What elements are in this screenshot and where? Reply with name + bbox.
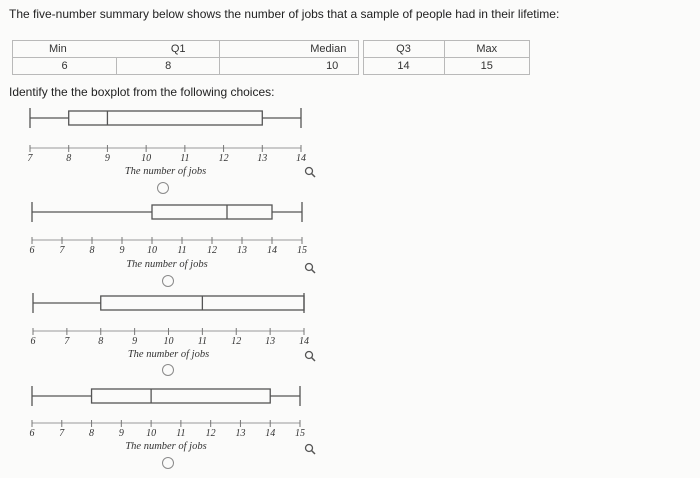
x-tick-label: 12: [205, 428, 216, 439]
boxplot-choice-3: [31, 293, 310, 360]
x-tick-label: 12: [218, 153, 229, 164]
x-tick-label: 9: [119, 245, 125, 256]
x-tick-label: 10: [146, 428, 157, 439]
boxplot-choice-2: [30, 202, 308, 270]
x-tick-label: 10: [141, 153, 152, 164]
x-tick-label: 13: [265, 336, 276, 347]
value-max: 15: [444, 58, 529, 75]
x-tick-label: 14: [299, 336, 309, 347]
zoom-icon[interactable]: [304, 262, 316, 274]
x-tick-label: 13: [237, 245, 247, 256]
x-tick-label: 13: [235, 428, 246, 439]
value-median: 10: [220, 58, 359, 75]
choice-2-radio[interactable]: [162, 275, 174, 287]
zoom-icon[interactable]: [304, 443, 316, 455]
x-tick-label: 11: [197, 336, 208, 347]
x-tick-label: 6: [30, 336, 36, 347]
header-q1: Q1: [170, 43, 186, 55]
x-tick-label: 7: [59, 428, 65, 439]
header-min: Min: [49, 43, 67, 55]
x-axis-label: The number of jobs: [125, 441, 207, 452]
x-tick-label: 7: [59, 245, 65, 256]
x-tick-label: 7: [64, 336, 70, 347]
x-axis-label: The number of jobs: [124, 166, 207, 177]
value-min: 6: [13, 58, 117, 74]
value-q1: 8: [165, 60, 172, 72]
x-tick-label: 9: [132, 336, 138, 347]
x-tick-label: 8: [98, 336, 104, 347]
x-axis-label: The number of jobs: [127, 349, 210, 360]
x-axis-label: The number of jobs: [126, 259, 208, 270]
x-tick-label: 13: [257, 153, 268, 164]
x-tick-label: 8: [89, 245, 95, 256]
x-tick-label: 15: [297, 245, 307, 256]
x-tick-label: 11: [176, 428, 186, 439]
x-tick-label: 12: [231, 336, 242, 347]
x-tick-label: 11: [180, 153, 190, 164]
box-iqr: [69, 111, 263, 125]
value-q3: 14: [363, 58, 444, 75]
instruction-text: Identify the the boxplot from the following choices:: [9, 85, 275, 99]
boxplot-choice-4: [30, 386, 306, 452]
x-tick-label: 6: [29, 428, 35, 439]
header-max: Max: [444, 41, 529, 58]
x-tick-label: 10: [147, 245, 157, 256]
x-tick-label: 9: [104, 153, 110, 164]
box-iqr: [152, 205, 272, 219]
choice-4-radio[interactable]: [162, 457, 174, 469]
boxplot-choice-1: [28, 108, 307, 177]
x-tick-label: 8: [66, 153, 72, 164]
question-text: The five-number summary below shows the number of jobs that a sample of people had in their lifetime:: [9, 7, 560, 21]
x-tick-label: 14: [296, 153, 306, 164]
x-tick-label: 6: [29, 245, 35, 256]
x-tick-label: 7: [27, 153, 33, 164]
choice-3-radio[interactable]: [162, 364, 174, 376]
x-tick-label: 14: [267, 245, 277, 256]
x-tick-label: 11: [177, 245, 187, 256]
x-tick-label: 8: [89, 428, 95, 439]
x-tick-label: 10: [163, 336, 174, 347]
x-tick-label: 15: [295, 428, 305, 439]
x-tick-label: 14: [265, 428, 276, 439]
x-tick-label: 9: [118, 428, 124, 439]
box-iqr: [92, 389, 271, 403]
choice-1-radio[interactable]: [157, 182, 169, 194]
x-tick-label: 12: [207, 245, 217, 256]
zoom-icon[interactable]: [304, 350, 316, 362]
zoom-icon[interactable]: [304, 166, 316, 178]
header-median: Median: [220, 41, 359, 58]
header-q3: Q3: [363, 41, 444, 58]
